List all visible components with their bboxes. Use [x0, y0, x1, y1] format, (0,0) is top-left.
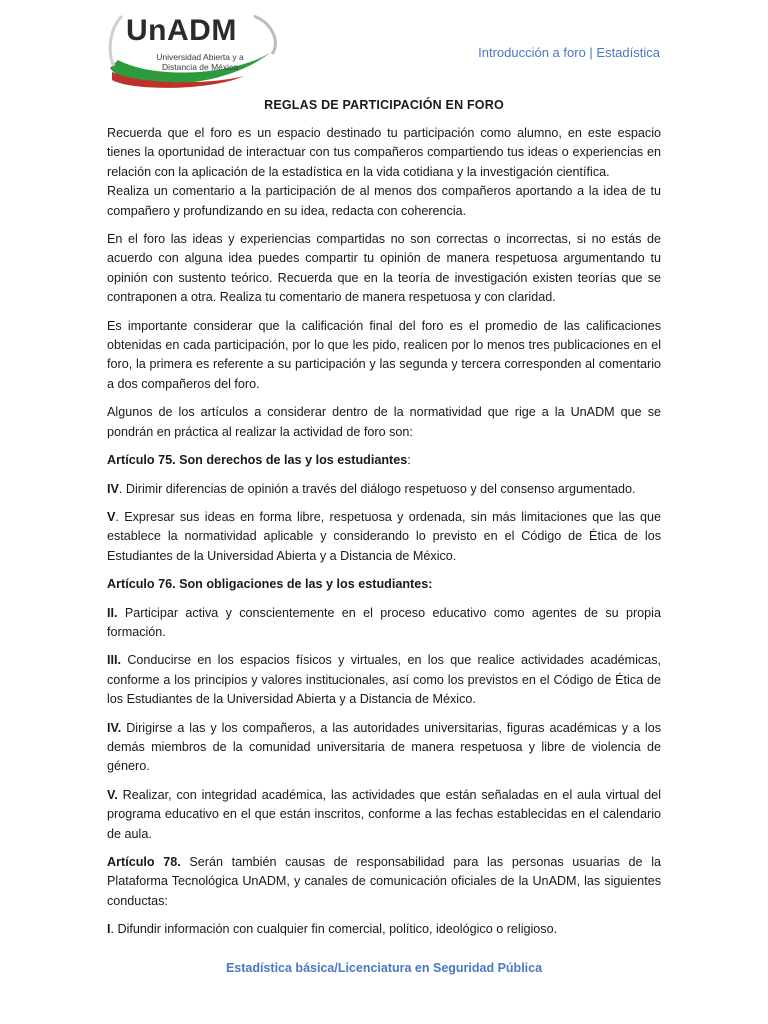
logo-brand-text: UnADM [126, 14, 237, 47]
paragraph-articles-intro: Algunos de los artículos a considerar dentro de la normatividad que rige a la UnADM que se pondrán en práctica al realizar la actividad de foro son: [107, 405, 661, 439]
paragraph-ideas: En el foro las ideas y experiencias compartidas no son correctas o incorrectas, si no estás de acuerdo con alguna idea puedes compartir tu opinión de manera respetuosa argumentando tu opinión con sustento teórico. Recuerda que en la teoría de investigación existen teorías que se contraponen a otra. Realiza tu comentario de manera respetuosa y con claridad. [107, 232, 661, 305]
article-78-item-i [107, 920, 661, 939]
page-title: REGLAS DE PARTICIPACIÓN EN FORO [264, 98, 504, 112]
item-number: IV. [107, 720, 122, 735]
article-75-colon: : [407, 453, 411, 468]
unadm-logo [104, 10, 280, 86]
item-text: . Difundir información con cualquier fin comercial, político, ideológico o religioso. [110, 922, 558, 937]
article-75-heading [107, 451, 661, 470]
article-75-title: Artículo 75. Son derechos de las y los estudiantes [107, 453, 408, 468]
paragraph-instructions: Realiza un comentario a la participación de al menos dos compañeros aportando a la idea de tu compañero y profundizando en su idea, redacta con coherencia. [107, 184, 661, 218]
item-number: III. [107, 653, 121, 668]
logo-subtitle [148, 52, 252, 72]
logo-subtitle-line-2: Distancia de México [161, 62, 239, 72]
item-text: . Dirimir diferencias de opinión a través del diálogo respetuoso y del consenso argumentado. [118, 481, 636, 496]
paragraph-intro: Recuerda que el foro es un espacio destinado tu participación como alumno, en este espacio tienes la oportunidad de interactuar con tus compañeros compartiendo tus ideas o experiencias en relación con la aplicación de la estadística en la vida cotidiana y la investigación científica. [107, 126, 661, 179]
article-76-heading [107, 575, 661, 594]
article-76-item-v [107, 786, 661, 844]
page-footer: Estadística básica/Licenciatura en Seguridad Pública [225, 961, 543, 975]
item-number: V [107, 509, 116, 524]
item-number: I [107, 922, 111, 937]
article-75-item-iv [107, 480, 661, 499]
header-breadcrumb: Introducción a foro | Estadística [478, 45, 660, 60]
item-text: Realizar, con integridad académica, las actividades que están señaladas en el aula virtual del programa educativo en el que están inscritos, conforme a las fechas establecidas en el calendario de aula. [107, 787, 661, 841]
item-text: Conducirse en los espacios físicos y virtuales, en los que realice actividades académicas, conforme a los principios y valores institucionales, así como los previstos en el Código de Ética de los Estudiantes de la Universidad Abierta y a Distancia de México. [107, 653, 661, 707]
item-number: II. [107, 605, 118, 620]
item-text: Dirigirse a las y los compañeros, a las autoridades universitarias, figuras académicas y a los demás miembros de la comunidad universitaria de manera respetuosa y libre de violencia de género. [107, 720, 661, 774]
article-76-item-iii [107, 651, 661, 709]
item-number: IV [107, 481, 119, 496]
article-76-title: Artículo 76. Son obligaciones de las y los estudiantes: [107, 577, 433, 592]
article-78-text: Serán también causas de responsabilidad para las personas usuarias de la Plataforma Tecnológica UnADM, y canales de comunicación oficiales de la UnADM, las siguientes conductas: [107, 855, 661, 908]
document-body [107, 124, 661, 949]
item-number: V. [107, 787, 118, 802]
logo-subtitle-line-1: Universidad Abierta y a [156, 52, 244, 62]
article-76-item-ii [107, 604, 661, 643]
article-78-paragraph [107, 853, 661, 911]
article-78-title: Artículo 78. [107, 855, 181, 869]
article-75-item-v [107, 508, 661, 566]
item-text: Participar activa y conscientemente en el proceso educativo como agentes de su propia formación. [107, 605, 661, 639]
article-76-item-iv [107, 719, 661, 777]
paragraph-grading: Es importante considerar que la calificación final del foro es el promedio de las calificaciones obtenidas en cada participación, por lo que les pido, realicen por lo menos tres publicaciones en el foro, la primera es referente a su participación y las segunda y tercera corresponden al comentario a dos compañeros del foro. [107, 318, 661, 391]
item-text: . Expresar sus ideas en forma libre, respetuosa y ordenada, sin más limitaciones que las que establece la normatividad aplicable y considerando lo previsto en el Código de Ética de los Estudiantes de la Universidad Abierta y a Distancia de México. [107, 509, 661, 563]
